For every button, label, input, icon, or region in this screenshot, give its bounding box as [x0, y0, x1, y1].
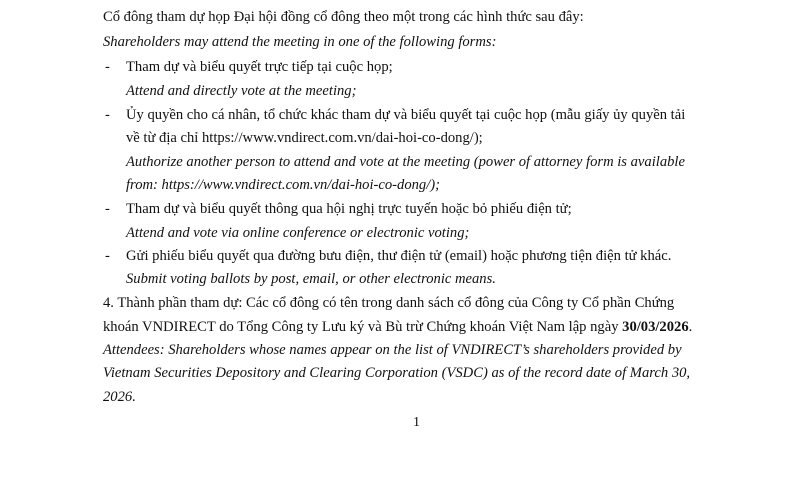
section-4-vi-line-2: [103, 320, 692, 335]
section-4-en-line-1: Attendees: Shareholders whose names appear on the list of VNDIRECT’s shareholders provided by: [103, 342, 682, 358]
intro-vi: Cổ đông tham dự họp Đại hội đồng cổ đông theo một trong các hình thức sau đây:: [103, 9, 584, 25]
section-4-en-line-2: Vietnam Securities Depository and Clearing Corporation (VSDC) as of the record date of March 30,: [103, 365, 691, 381]
record-date: 30/03/2026: [622, 319, 689, 335]
bullet-dash: -: [105, 59, 110, 75]
option-2-en-line-1: Authorize another person to attend and vote at the meeting (power of attorney form is available: [126, 154, 685, 170]
option-1-vi: Tham dự và biểu quyết trực tiếp tại cuộc họp;: [126, 59, 393, 75]
section-4-vi-suffix: .: [688, 319, 693, 335]
option-2-vi-line-2: về từ địa chỉ https://www.vndirect.com.vn/dai-hoi-co-dong/);: [126, 130, 483, 146]
option-2-en-line-2: from: https://www.vndirect.com.vn/dai-hoi-co-dong/);: [126, 177, 440, 193]
option-3-vi: Tham dự và biểu quyết thông qua hội nghị trực tuyến hoặc bỏ phiếu điện tử;: [126, 201, 572, 217]
page-number: 1: [413, 415, 420, 430]
bullet-dash: -: [105, 201, 110, 217]
bullet-dash: -: [105, 248, 110, 264]
option-1-en: Attend and directly vote at the meeting;: [126, 83, 357, 99]
bullet-dash: -: [105, 107, 110, 123]
option-3-en: Attend and vote via online conference or electronic voting;: [126, 225, 470, 241]
option-2-vi-line-1: Ủy quyền cho cá nhân, tổ chức khác tham dự và biểu quyết tại cuộc họp (mẫu giấy ủy quyền tải: [126, 107, 686, 123]
section-4-vi-line-1: 4. Thành phần tham dự: Các cổ đông có tên trong danh sách cổ đông của Công ty Cổ phần Chứng: [103, 295, 675, 311]
option-4-en: Submit voting ballots by post, email, or other electronic means.: [126, 271, 496, 287]
intro-en: Shareholders may attend the meeting in one of the following forms:: [103, 34, 497, 50]
section-4-en-line-3: 2026.: [103, 389, 136, 405]
section-4-vi-text: khoán VNDIRECT do Tổng Công ty Lưu ký và Bù trừ Chứng khoán Việt Nam lập ngày: [103, 319, 623, 335]
option-4-vi: Gửi phiếu biểu quyết qua đường bưu điện, thư điện tử (email) hoặc phương tiện điện tử khác.: [126, 248, 672, 264]
